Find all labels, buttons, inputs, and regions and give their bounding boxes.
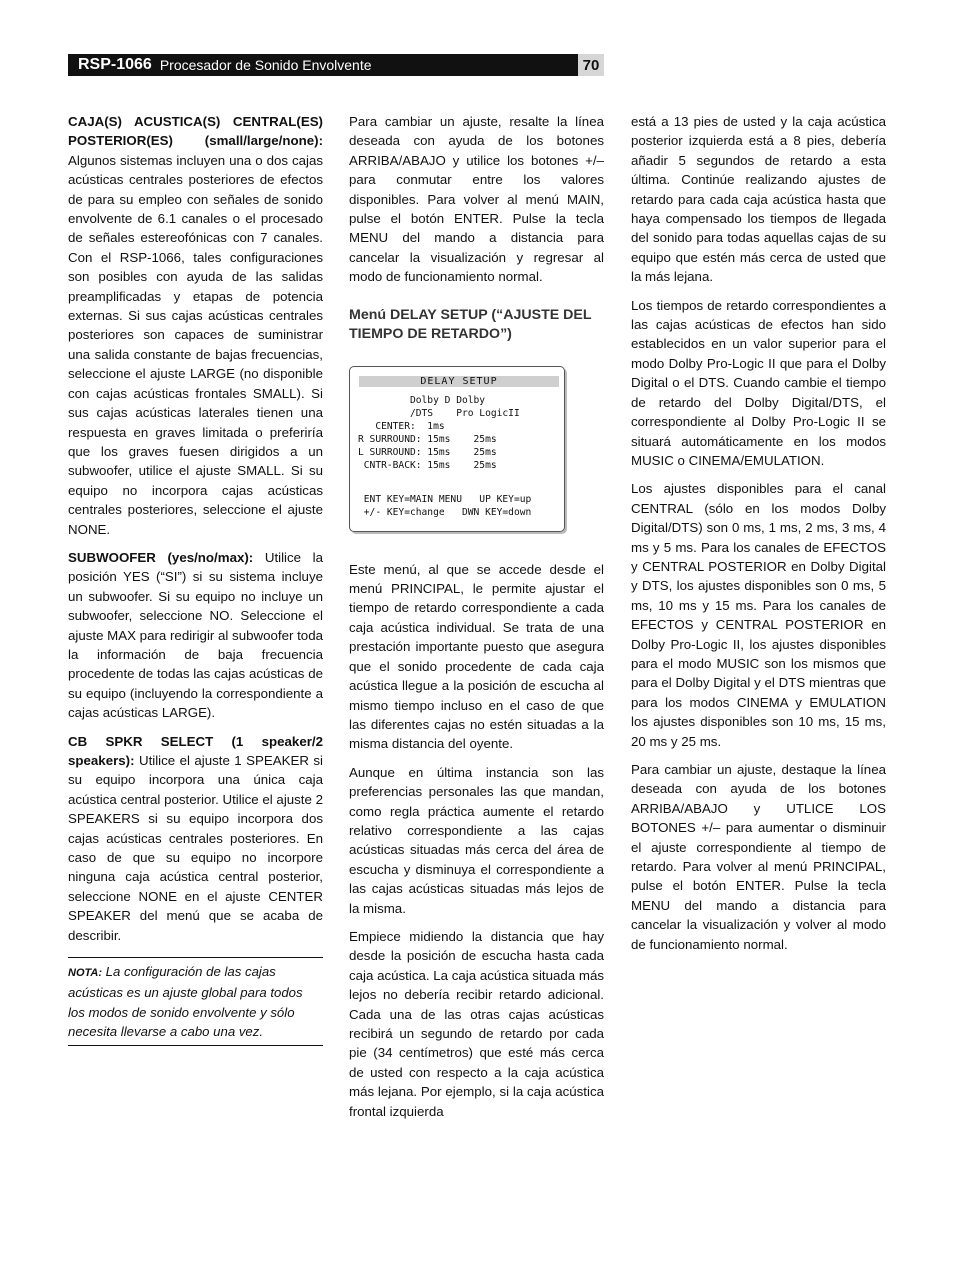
note-box xyxy=(68,957,323,1046)
screen-footer: ENT KEY=MAIN MENU UP KEY=up +/- KEY=change DWN KEY=down xyxy=(363,493,532,518)
header-subtitle: Procesador de Sonido Envolvente xyxy=(159,57,372,73)
paragraph-subwoofer xyxy=(68,548,323,723)
setting-text: Utilice el ajuste 1 SPEAKER si su equipo incorpora una única caja acústica central posterior. Utilice el ajuste 2 SPEAKERS si su equipo incorpora dos cajas acústicas centrales posteriores. En caso de que su equipo no incorpore ninguna caja acústica central posterior, seleccione NONE en el ajuste CENTER SPEAKER del menú que se acaba de describir. xyxy=(68,753,323,943)
paragraph: Los tiempos de retardo correspondientes a las cajas acústicas de efectos han sido establecidos en un valor superior para el modo Dolby Pro-Logic II que para el Dolby Digital o el DTS. Cuando cambie el tiempo de retardo del Dolby Digital/DTS, el correspondiente al Dolby Pro-Logic II se situará automáticamente en los modos MUSIC o CINEMA/EMULATION. xyxy=(631,297,886,468)
paragraph: Este menú, al que se accede desde el menú PRINCIPAL, le permite ajustar el tiempo de retardo correspondiente a cada caja acústica individual. Se trata de una prestación importante puesto que asegura que el sonido procedente de cada caja acústica llegue a la posición de escucha al mismo tiempo incluso en el caso de que las diferentes cajas no estén situadas a la misma distancia del oyente. xyxy=(349,561,604,752)
note-label: NOTA: xyxy=(68,967,103,980)
column-right xyxy=(631,112,886,963)
section-heading: Menú DELAY SETUP (“AJUSTE DEL TIEMPO DE RETARDO”) xyxy=(349,306,592,342)
setting-label: CB SPKR SELECT (1 speaker/2 speakers): xyxy=(68,733,323,768)
page-number: 70 xyxy=(578,54,604,76)
paragraph-rear-center xyxy=(68,112,323,539)
paragraph: Empiece midiendo la distancia que hay desde la posición de escucha hasta cada caja acústica. La caja acústica situada más lejos no debería recibir retardo adicional. Cada una de las otras cajas acústicas recibirá un segundo de retardo por cada pie (34 centímetros) que esté más cerca de usted con respecto a la caja acústica más lejana. Por ejemplo, si la caja acústica frontal izquierda xyxy=(349,928,604,1119)
setting-text: Algunos sistemas incluyen una o dos cajas acústicas centrales posteriores de efectos de para su empleo con señales de sonido envolvente de 6.1 canales o el procesado de señales estereofónicas con 7 canales. Con el RSP-1066, tales configuraciones son posibles con ayuda de las salidas preamplificadas y etapas de potencia externas. Si sus cajas acústicas centrales posteriores son capaces de suministrar una salida constante de bajas frecuencias, seleccione el ajuste LARGE (no disponible con cajas acústicas frontales SMALL). Si sus cajas acústicas laterales tienen una respuesta en graves limitada o preferiría que los graves fuesen dirigidos a un subwoofer, utilice el ajuste SMALL. Si su equipo no incorpora cajas acústicas centrales posteriores, seleccione el ajuste NONE. xyxy=(68,152,323,537)
column-left xyxy=(68,112,323,1046)
paragraph: Para cambiar un ajuste, destaque la línea deseada con ayuda de los botones ARRIBA/ABAJO y UTLICE LOS BOTONES +/– para aumentar o disminuir el ajuste correspondiente al tiempo de retardo. Para volver al menú PRINCIPAL, pulse el botón ENTER. Pulse la tecla MENU del mando a distancia para cancelar la visualización y volver al modo de funcionamiento normal. xyxy=(631,762,886,952)
column-middle xyxy=(349,112,604,1130)
delay-setup-screen xyxy=(349,366,565,532)
note-text: La configuración de las cajas acústicas es un ajuste global para todos los modos de sonido envolvente y sólo necesita llevarse a cabo una vez. xyxy=(68,964,303,1040)
setting-label: CAJA(S) ACUSTICA(S) CENTRAL(ES) POSTERIOR(ES) (small/large/none): xyxy=(68,114,323,149)
page-header xyxy=(68,54,578,76)
screen-settings: Dolby D Dolby /DTS Pro LogicII CENTER: 1ms R SURROUND: 15ms 25ms L SURROUND: 15ms 25ms CNTR-BACK: 15ms 25ms xyxy=(358,394,520,471)
paragraph: Los ajustes disponibles para el canal CENTRAL (sólo en los modos Dolby Digital/DTS) son 0 ms, 1 ms, 2 ms, 3 ms, 4 ms y 5 ms. Para los canales de EFECTOS y CENTRAL POSTERIOR en Dolby Digital y DTS, los ajustes disponibles son 0 ms, 5 ms, 10 ms y 15 ms. Para los canales de EFECTOS y CENTRAL POSTERIOR en Dolby Pro-Logic II, los ajustes disponibles para el modo MUSIC son los mismos que para el Dolby Digital y el DTS mientras que para los modos CINEMA y EMULATION los ajustes disponibles son 10 ms, 15 ms, 20 ms y 25 ms. xyxy=(631,481,886,749)
paragraph-cb-speaker xyxy=(68,732,323,945)
setting-text: Utilice la posición YES (“SI”) si su sistema incluye un subwoofer. Si su equipo no incluye un subwoofer, seleccione NO. Seleccione el ajuste MAX para redirigir al subwoofer toda la información de baja frecuencia procedente de todas las cajas acústicas de su equipo (incluyendo la correspondiente a cajas acústicas LARGE). xyxy=(68,549,323,721)
paragraph: está a 13 pies de usted y la caja acústica posterior izquierda está a 8 pies, debería añadir 5 segundos de retardo a esta última. Continúe realizando ajustes de retardo para cada caja acústica hasta que haya compensado los tiempos de llegada del sonido para todas aquellas cajas de su equipo que estén más cerca de usted que la más lejana. xyxy=(631,114,886,285)
paragraph: Para cambiar un ajuste, resalte la línea deseada con ayuda de los botones ARRIBA/ABAJO y utilice los botones +/– para conmutar entre los valores disponibles. Para volver al menú MAIN, pulse el botón ENTER. Pulse la tecla MENU del mando a distancia para cancelar la visualización y regresar al modo de funcionamiento normal. xyxy=(349,114,604,285)
setting-label: SUBWOOFER (yes/no/max): xyxy=(68,549,254,565)
screen-title: DELAY SETUP xyxy=(359,376,559,387)
paragraph: Aunque en última instancia son las preferencias personales las que mandan, como regla práctica aumente el retardo relativo correspondiente a las cajas acústicas situadas más cerca del área de escucha y disminuya el correspondiente a las cajas acústicas situadas más lejos de la misma. xyxy=(349,764,604,916)
model-name: RSP-1066 xyxy=(78,56,152,73)
